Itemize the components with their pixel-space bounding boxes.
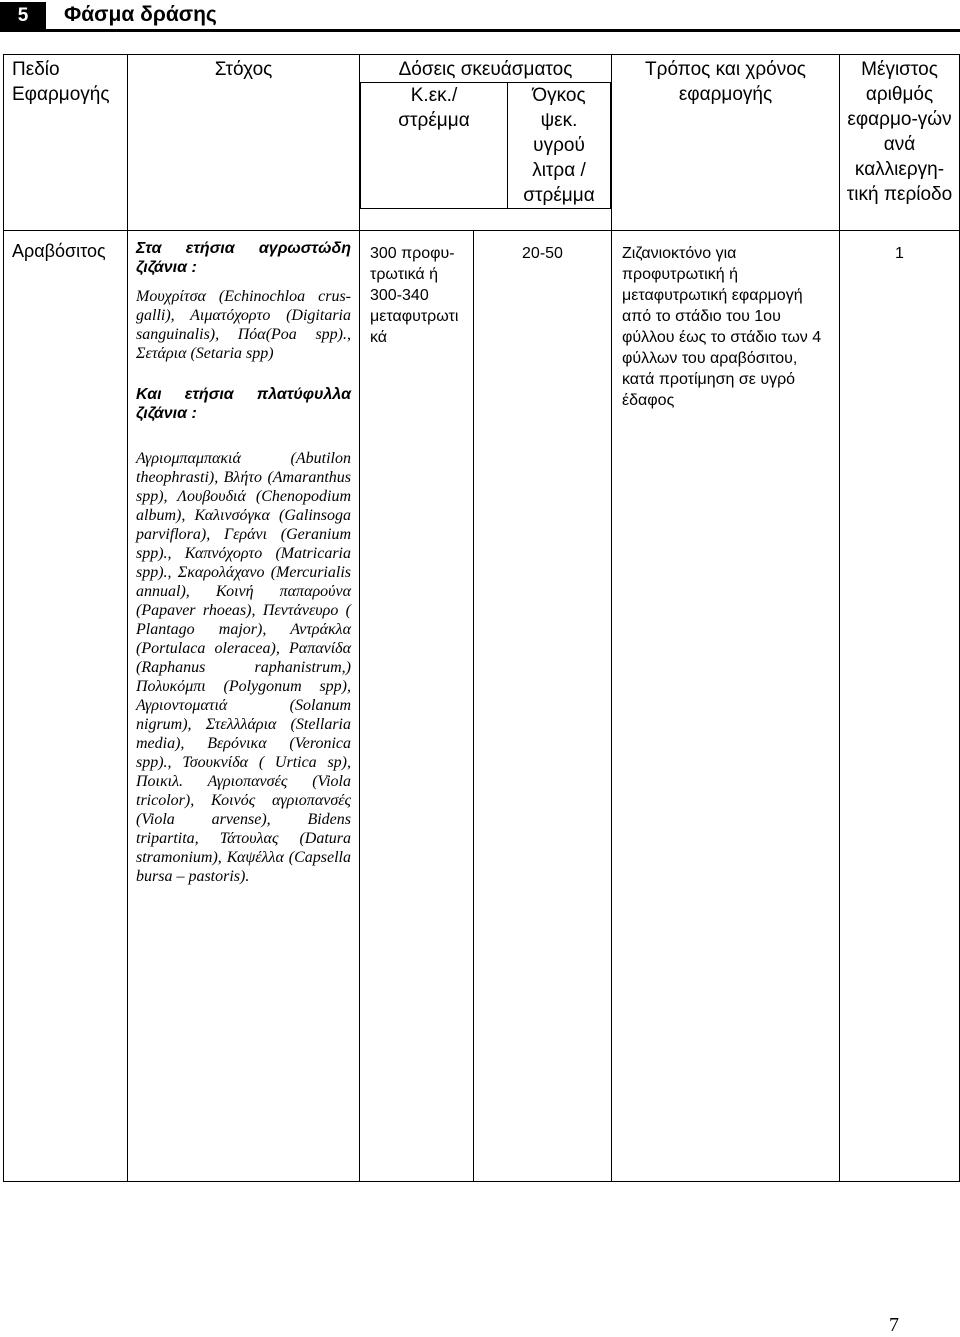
field-value: Αραβόσιτος <box>4 231 128 1182</box>
broadleaf-heading: Και ετήσια πλατύφυλλα ζιζάνια : <box>136 386 351 422</box>
max-apps-header: Μέγιστος αριθμός εφαρμο-γών ανά καλλιεργη-τική περίοδο <box>840 55 960 231</box>
doses-header: Δόσεις σκευάσματος <box>398 59 573 80</box>
volume-header: Όγκος ψεκ. υγρού λιτρα / στρέμμα <box>508 83 611 209</box>
section-header <box>0 0 960 30</box>
header-rule <box>0 29 960 32</box>
grass-heading: Στα ετήσια αγρωστώδη ζιζάνια : <box>136 240 351 276</box>
section-title: Φάσμα δράσης <box>64 3 217 26</box>
doses-subheader <box>360 82 611 209</box>
page-number: 7 <box>889 1314 899 1336</box>
field-header: Πεδίο Εφαρμογής <box>4 55 128 231</box>
max-apps-value: 1 <box>840 231 960 1182</box>
dose-value: 300 προφυ-τρωτικά ή 300-340 μεταφυτρωτι κά <box>360 231 474 1182</box>
method-value: Ζιζανιοκτόνο για προφυτρωτική ή μεταφυτρωτική εφαρμογή από το στάδιο του 1ου φύλλου έως το στάδιο των 4 φύλλων του αραβόσιτου, κατά προτίμηση σε υγρό έδαφος <box>612 231 840 1182</box>
target-cell <box>128 231 360 1182</box>
grass-weeds: Μουχρίτσα (Echinochloa crus-galli), Αιματόχορτο (Digitaria sanguinalis), Πόα(Poa spp)., Σετάρια (Setaria spp) <box>136 288 351 362</box>
volume-value: 20-50 <box>474 231 612 1182</box>
action-spectrum-table <box>3 54 960 1182</box>
method-header: Τρόπος και χρόνος εφαρμογής <box>612 55 840 231</box>
section-number: 5 <box>0 2 46 29</box>
target-header: Στόχος <box>128 55 360 231</box>
broadleaf-weeds: Αγριομπαμπακιά (Abutilon theophrasti), Βλήτο (Amaranthus spp), Λουβουδιά (Chenopodium album), Καλινσόγκα (Galinsoga parviflora), Γεράνι (Geranium spp)., Καπνόχορτο (Matricaria spp)., Σκαρολάχανο (Mercurialis annual), Κοινή παπαρούνα (Papaver rhoeas), Πεντάνευρο ( Plantago major), Αντράκλα (Portulaca oleracea), Ραπανίδα (Raphanus raphanistrum,) Πολυκόμπι (Polygonum spp), Αγριοντοματιά (Solanum nigrum), Στελλλάρια (Stellaria media), Βερόνικα (Veronica spp)., Τσουκνίδα ( Urtica sp), Ποικιλ. Αγριοπανσές (Viola tricolor), Κοινός αγριοπανσές (Viola arvense), Bidens tripartita, Τάτουλας (Datura stramonium), Καψέλλα (Capsella bursa – pastoris). <box>136 450 351 885</box>
doses-header-cell <box>360 55 612 231</box>
dose-ml-header: Κ.εκ./ στρέμμα <box>361 83 508 209</box>
